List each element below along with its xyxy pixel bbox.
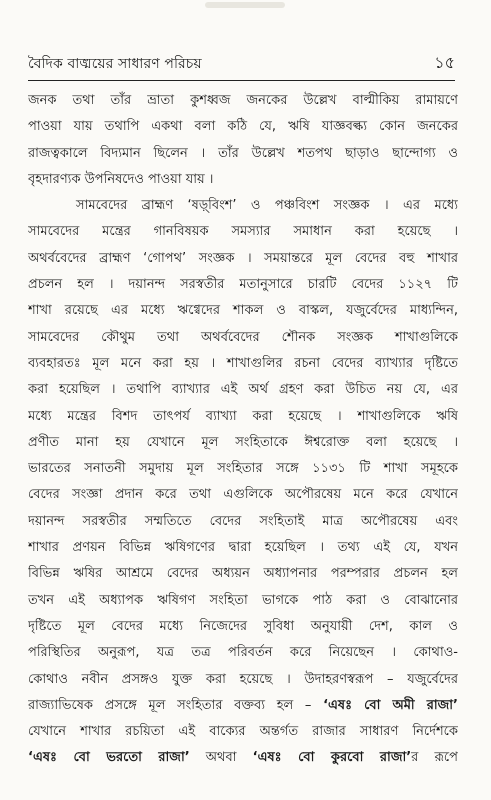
text-line: দয়ানন্দ সরস্বতীর সম্মতিতে বেদের সংহিতাই মাত্র অপৌরষেয় এবং xyxy=(28,513,458,529)
text-line: পাওয়া যায় তথাপি একথা বলা কঠি যে, ঋষি যাজ্ঞবল্ক্য কোন জনকের xyxy=(28,119,458,135)
body-text xyxy=(28,88,458,772)
text-line: তখন এই অধ্যাপক ঋষিগণ সংহিতা ভাগকে পাঠ করা ও বোঝানোর xyxy=(28,592,458,608)
quoted-mantra: ‘এষঃ বো অমী রাজা’ xyxy=(323,697,458,713)
text-line: শাখার প্রণয়ন বিভিন্ন ঋষিগণের দ্বারা হয়েছিল । তথ্য এই যে, যখন xyxy=(28,540,458,556)
text-line: প্রণীত মানা হয় যেখানে মূল সংহিতাকে ঈশ্বরোক্ত বলা হয়েছে । xyxy=(28,434,458,450)
text-line: রাজ্যাভিষেক প্রসঙ্গে মূল সংহিতার বক্তব্য হল – ‘এষঃ বো অমী রাজা’ xyxy=(28,697,458,713)
text-line: সামবেদের কৌথুম তথা অথর্ববেদের শৌনক সংজ্ঞক শাখাগুলিকে xyxy=(28,329,458,345)
text-line: ‘এষঃ বো ভরতো রাজা’ অথবা ‘এষঃ বো কুরবো রাজা’র রূপে xyxy=(28,750,458,766)
text-line: পরিস্থিতির অনুরূপ, যত্র তত্র পরিবর্তন করে নিয়েছেন । কোথাও- xyxy=(28,645,458,661)
text-line: প্রচলন হল । দয়ানন্দ সরস্বতীর মতানুসারে চারটি বেদের ১১২৭ টি xyxy=(28,277,458,293)
text-line: বৃহদারণ্যক উপনিষদেও পাওয়া যায় । xyxy=(28,171,214,187)
text-line: অথর্ববেদের ব্রাহ্মণ ‘গোপথ’ সংজ্ঞক । সময়ান্তরে মূল বেদের বহু শাখার xyxy=(28,250,458,266)
text-line: জনক তথা তাঁর ভ্রাতা কুশধ্বজ জনকের উল্লেখ বাল্মীকিয় রামায়ণে xyxy=(28,93,458,108)
text-line: রাজত্বকালে বিদ্যমান ছিলেন । তাঁর উল্লেখ শতপথ ছাড়াও ছান্দোগ্য ও xyxy=(28,145,458,161)
header-rule xyxy=(28,80,455,81)
quoted-mantra: ‘এষঃ বো ভরতো রাজা’ xyxy=(28,750,190,766)
text-line: মধ্যে মন্ত্রের বিশদ তাৎপর্য ব্যাখ্যা করা হয়েছে । শাখাগুলিকে ঋষি xyxy=(28,408,458,424)
text-line: সামবেদের ব্রাহ্মণ ‘ষড়্‌বিংশ’ ও পঞ্চবিংশ সংজ্ঞক । এর মধ্যে xyxy=(76,198,458,214)
text-line: সামবেদের মন্ত্রের গানবিষয়ক সমস্যার সমাধান করা হয়েছে । xyxy=(28,224,458,240)
text-line: ভারতের সনাতনী সমুদায় মূল সংহিতার সঙ্গে ১১৩১ টি শাখা সমূহকে xyxy=(28,461,458,477)
text-line: করা হয়েছিল । তথাপি ব্যাখ্যার এই অর্থ গ্রহণ করা উচিত নয় যে, এর xyxy=(28,382,458,398)
scan-edge-mark xyxy=(205,2,285,8)
text-line: বিভিন্ন ঋষির আশ্রমে বেদের অধ্যয়ন অধ্যাপনার পরম্পরার প্রচলন হল xyxy=(28,566,458,582)
page-number: ১৫ xyxy=(434,53,455,72)
text-line: শাখা রয়েছে এর মধ্যে ঋগ্বেদের শাকল ও বাস্কল, যজুর্বেদের মাধ্যন্দিন, xyxy=(28,303,458,319)
running-header xyxy=(28,44,455,78)
header-title: বৈদিক বাঙ্ময়ের সাধারণ পরিচয় xyxy=(28,56,202,72)
quoted-mantra: ‘এষঃ বো কুরবো রাজা’ xyxy=(252,750,412,766)
text-line: যেখানে শাখার রচয়িতা এই বাক্যের অন্তর্গত রাজার সাধারণ নির্দেশকে xyxy=(28,724,458,740)
text-line: ব্যবহারতঃ মূল মনে করা হয় । শাখাগুলির রচনা বেদের ব্যাখ্যার দৃষ্টিতে xyxy=(28,355,458,371)
text-line: বেদের সংজ্ঞা প্রদান করে তথা এগুলিকে অপৌরষেয় মনে করে যেখানে xyxy=(28,487,458,503)
text-line: কোথাও নবীন প্রসঙ্গও যুক্ত করা হয়েছে । উদাহরণস্বরূপ – যজুর্বেদের xyxy=(28,671,458,687)
text-line: দৃষ্টিতে মূল বেদের মধ্যে নিজেদের সুবিধা অনুযায়ী দেশ, কাল ও xyxy=(28,618,458,634)
